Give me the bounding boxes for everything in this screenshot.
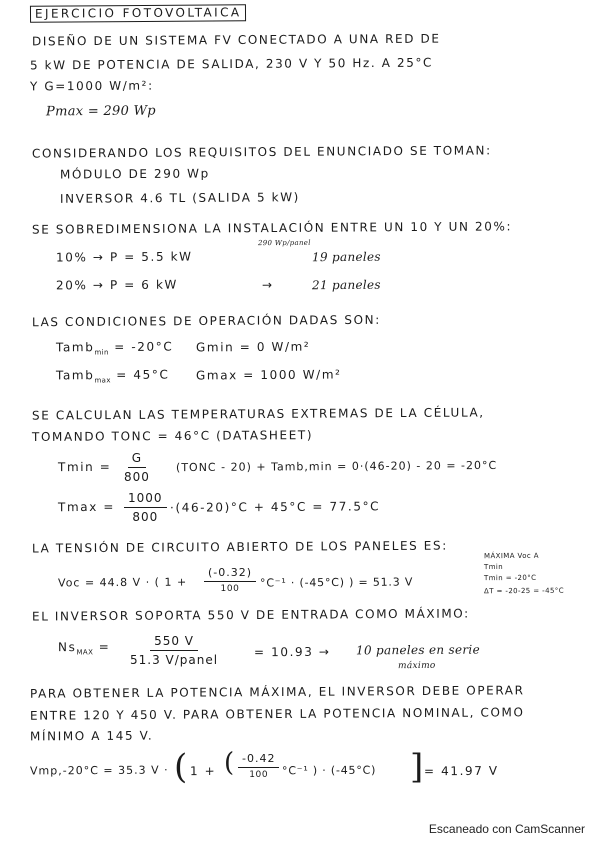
row-20-right: 21 paneles: [311, 277, 381, 293]
tcmin-lhs: Tmin =: [57, 459, 112, 475]
statement-line-1: DISEÑO DE UN SISTEMA FV CONECTADO A UNA RED DE: [31, 31, 441, 49]
calc-line-2: TOMANDO TONC = 46°C (DATASHEET): [31, 428, 314, 444]
row-10-right: 19 paneles: [311, 249, 381, 265]
vmp-mid: 1 +: [189, 763, 217, 779]
ns-label: Ns: [57, 640, 77, 655]
voc-note-1: MÁXIMA Voc A: [483, 551, 539, 561]
vmp-lhs: Vmp,-20°C = 35.3 V ·: [29, 763, 169, 778]
tcmax-fraction: [124, 491, 167, 524]
vmp-fraction: [238, 752, 279, 780]
ns-fraction: [130, 634, 218, 667]
pmax-line: Pmax = 290 Wp: [45, 103, 156, 120]
conditions-line: LAS CONDICIONES DE OPERACIÓN DADAS SON:: [31, 312, 381, 330]
tcmin-num: G: [128, 451, 146, 468]
tcmin-den: 800: [124, 470, 150, 484]
row-10-note: 290 Wp/panel: [257, 238, 311, 248]
tcmax-lhs: Tmax =: [57, 499, 116, 515]
tcmax-num: 1000: [124, 491, 167, 508]
ns-note: máximo: [397, 660, 436, 672]
vmp-rest: °C⁻¹ ) · (-45°C): [281, 763, 377, 778]
vmp-bracket-open: (: [174, 747, 188, 787]
voc-lhs: Voc = 44.8 V · ( 1 +: [57, 575, 188, 590]
inverter-max-line: EL INVERSOR SOPORTA 550 V DE ENTRADA COMO MÁXIMO:: [31, 606, 470, 624]
voc-den: 100: [220, 584, 240, 594]
tamb-max-value: = 45°C: [116, 367, 170, 382]
ns-result: 10 paneles en serie: [355, 642, 481, 658]
voc-note-4: ΔT = -20-25 = -45°C: [483, 586, 565, 596]
title-box: EJERCICIO FOTOVOLTAICA: [30, 4, 247, 23]
tamb-min-label: Tamb: [55, 340, 95, 355]
statement-line-3: Y G=1000 W/m²:: [29, 78, 154, 94]
tamb-max-label: Tamb: [55, 368, 95, 383]
tcmin-rest: (TONC - 20) + Tamb,min = 0·(46-20) - 20 = -20°C: [175, 458, 498, 475]
voc-note-2: Tmin: [483, 562, 504, 572]
ns-sub: MAX: [76, 648, 94, 657]
row-20-left: 20% → P = 6 kW: [55, 277, 179, 293]
ns-rest: = 10.93 →: [253, 644, 331, 660]
tamb-max-sub: max: [94, 376, 111, 385]
tcmax-rest: ·(46-20)°C + 45°C = 77.5°C: [169, 499, 381, 515]
camscanner-watermark: Escaneado con CamScanner: [428, 822, 585, 836]
row-10-left: 10% → P = 5.5 kW: [55, 249, 193, 265]
tamb-min-value: = -20°C: [114, 339, 174, 355]
vmp-paren-open: (: [224, 748, 235, 778]
considering-line: CONSIDERANDO LOS REQUISITOS DEL ENUNCIADO SE TOMAN:: [31, 143, 492, 161]
calc-line-1: SE CALCULAN LAS TEMPERATURAS EXTREMAS DE LA CÉLULA,: [31, 405, 485, 423]
power-para-1: PARA OBTENER LA POTENCIA MÁXIMA, EL INVERSOR DEBE OPERAR: [29, 683, 525, 701]
power-para-2: ENTRE 120 Y 450 V. PARA OBTENER LA POTENCIA NOMINAL, COMO: [29, 705, 525, 723]
vmp-num: -0.42: [238, 752, 279, 768]
exercise-title: [30, 5, 247, 21]
ns-eq: =: [98, 639, 111, 654]
ns-lhs: [58, 640, 110, 657]
g-min: Gmin = 0 W/m²: [195, 339, 311, 355]
ns-num: 550 V: [150, 634, 198, 651]
voc-fraction: [204, 566, 256, 594]
tcmin-fraction: [124, 451, 150, 484]
tamb-min-sub: min: [94, 348, 109, 357]
g-max: Gmax = 1000 W/m²: [195, 367, 342, 383]
voc-intro: LA TENSIÓN DE CIRCUITO ABIERTO DE LOS PANELES ES:: [31, 538, 448, 556]
vmp-den: 100: [249, 770, 269, 780]
voc-num: (-0.32): [204, 566, 256, 582]
tcmax-den: 800: [132, 510, 159, 524]
power-para-3: MÍNIMO A 145 V.: [29, 728, 154, 744]
tamb-min: [56, 340, 173, 357]
row-20-arrow: →: [261, 277, 274, 293]
statement-line-2: 5 kW DE POTENCIA DE SALIDA, 230 V Y 50 Hz. A 25°C: [29, 55, 434, 73]
vmp-result: = 41.97 V: [423, 763, 499, 779]
voc-note-3: Tmin = -20°C: [483, 573, 537, 583]
inverter-line: INVERSOR 4.6 TL (SALIDA 5 kW): [59, 190, 300, 206]
ns-den: 51.3 V/panel: [130, 653, 219, 667]
voc-rest: °C⁻¹ · (-45°C) ) = 51.3 V: [259, 575, 414, 590]
vmp-bracket-close: ]: [410, 747, 424, 787]
tamb-max: [56, 368, 170, 385]
oversize-line: SE SOBREDIMENSIONA LA INSTALACIÓN ENTRE UN 10 Y UN 20%:: [31, 219, 513, 237]
module-line: MÓDULO DE 290 Wp: [59, 166, 210, 182]
